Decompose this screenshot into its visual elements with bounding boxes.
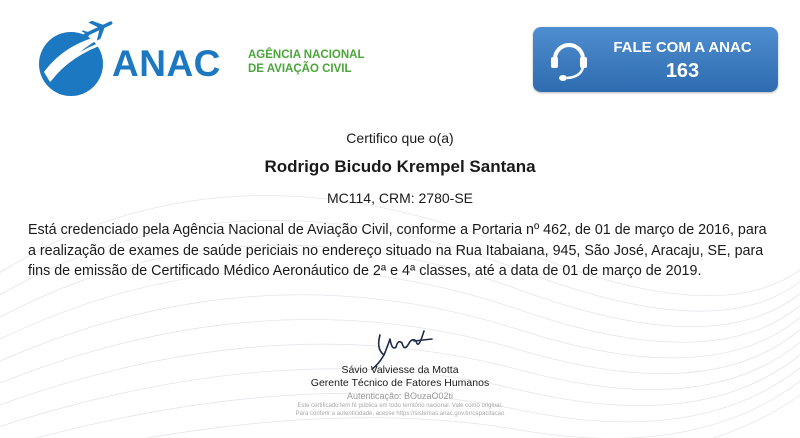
signer-role: Gerente Técnico de Fatores Humanos [310,377,490,389]
headset-icon [543,35,599,87]
crm-registration: MC114, CRM: 2780-SE [326,190,473,206]
certificate-intro: Certifico que o(a) [346,130,454,146]
validity-note: Este certificado tem fé pública em todo território nacional. Vale como original. [297,403,503,409]
verification-note: Para conferir a autenticidade, acesse https://sistemas.anac.gov.br/capacitacao [295,411,505,417]
doctor-name: Rodrigo Bicudo Krempel Santana [264,157,536,176]
handwritten-signature [366,325,440,375]
logo-agency-name [248,48,365,76]
anac-logo [36,20,396,100]
certificate-body: Está credenciado pela Agência Nacional de Aviação Civil, conforme a Portaria nº 462, de 01 de março de 2016, para a realização de exames de saúde periciais no endereço situado na Rua Itabaiana, 945, São José, Aracaju, SE, para fins de emissão de Certificado Médico Aeronáutico de 2ª e 4ª classes, até a data de 01 de março de 2019. [28,222,767,279]
logo-name-line-2: DE AVIAÇÃO CIVIL [248,63,352,75]
fale-title: FALE COM A ANAC [613,39,752,56]
signer-name: Sávio Valviesse da Motta [341,364,459,376]
authentication-code: Autenticação: BOuzaO02ti [346,391,454,401]
fale-com-anac-banner[interactable] [533,27,778,92]
airplane-globe-icon [36,20,118,100]
fale-phone-number: 163 [665,60,700,82]
logo-abbreviation: ANAC [112,43,221,84]
logo-name-line-1: AGÊNCIA NACIONAL [248,49,365,61]
